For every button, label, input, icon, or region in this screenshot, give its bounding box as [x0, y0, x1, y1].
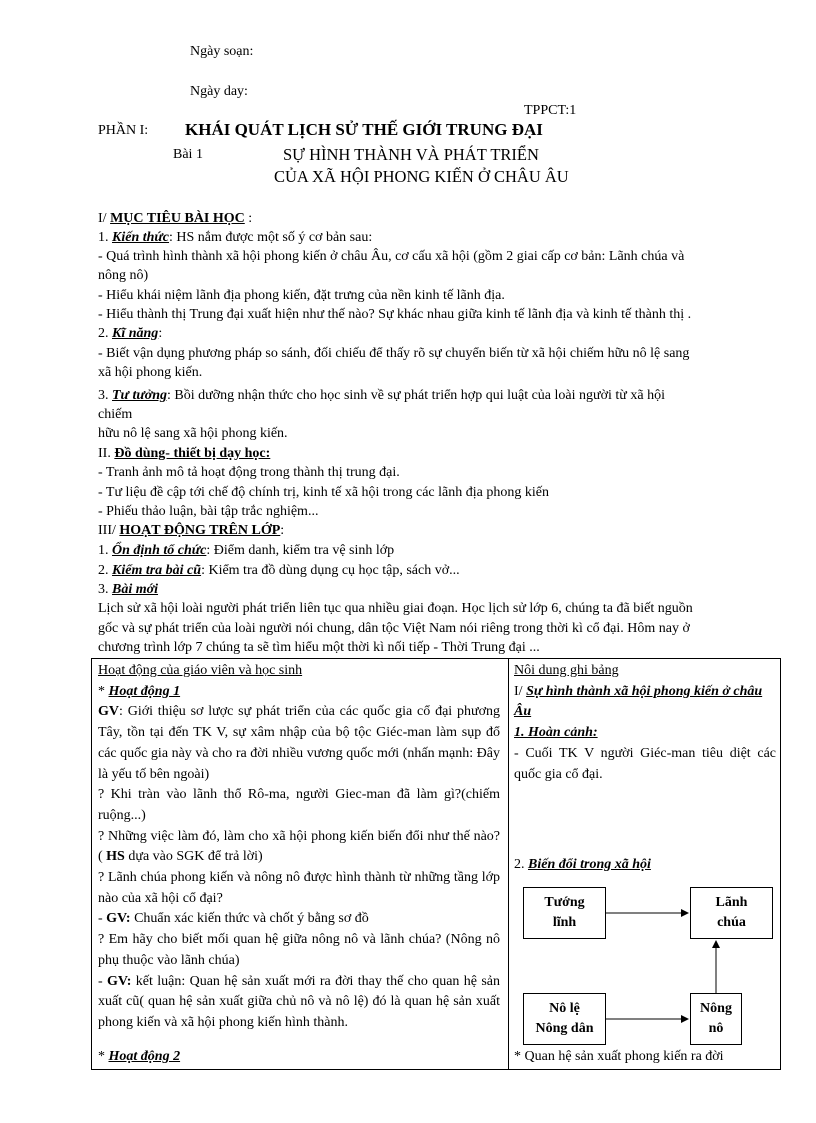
quan-he-san-xuat-text: * Quan hệ sản xuất phong kiến ra đời: [514, 1049, 724, 1064]
bien-doi-heading: 2. Biến đổi trong xã hội: [514, 857, 651, 872]
gv-intro-paragraph: GV: Giới thiệu sơ lược sự phát triển của các quốc gia cổ đại phương Tây, tồn tại đến TK V, sự xâm nhập của bộ tộc Giéc-man làm sụp đổ các quốc gia này và cho ra đời nhiều vương quốc mới (nhấn mạnh: Đây là yếu tố bên ngoài): [98, 704, 500, 782]
bai-title-line2: CỦA XÃ HỘI PHONG KIẾN Ở CHÂU ÂU: [274, 167, 569, 186]
tppct-label: TPPCT:1: [524, 103, 577, 118]
hoat-dong-2-line: * Hoạt động 2: [98, 1049, 181, 1064]
question-3: ? Lãnh chúa phong kiến và nông nô được hình thành từ những tầng lớp nào của xã hội cổ đại?: [98, 870, 500, 906]
kien-thuc-line: 1. Kiến thức: HS nắm được một số ý cơ bản sau:: [98, 230, 373, 245]
gv-conclusion-1: - GV: Chuẩn xác kiến thức và chốt ý bằng sơ đồ: [98, 911, 369, 927]
diagram-box-lanh-chua: Lãnh chúa: [690, 887, 773, 939]
intro-line: gốc và sự phát triển của loài người nói chung, dân tộc Việt Nam nói riêng trong thời kì cổ đại. Hôm nay ở: [98, 621, 690, 636]
question-2: ? Những việc làm đó, làm cho xã hội phong kiến biến đổi như thế nào?( HS dựa vào SGK để trả lời): [98, 828, 500, 865]
question-4: ? Em hãy cho biết mối quan hệ giữa nông nô và lãnh chúa? (Nông nô phụ thuộc vào lãnh chúa): [98, 932, 500, 968]
bai-moi-line: 3. Bài mới: [98, 582, 159, 597]
k1-item: - Hiểu khái niệm lãnh địa phong kiến, đặt trưng của nền kinh tế lãnh địa.: [98, 288, 505, 303]
hoan-canh-heading: 1. Hoàn cảnh:: [514, 725, 598, 741]
kiem-tra-line: 2. Kiểm tra bài cũ: Kiểm tra đồ dùng dụng cụ học tập, sách vở...: [98, 563, 460, 578]
k2-item: - Biết vận dụng phương pháp so sánh, đối chiếu để thấy rõ sự chuyển biến từ xã hội chiếm hữu nô lệ sang: [98, 346, 690, 361]
diagram-arrows: [92, 659, 780, 1069]
diagram-box-nong-no: Nông nô: [690, 993, 742, 1045]
left-column-header: Hoạt động của giáo viên và học sinh: [98, 663, 303, 678]
bai-label: Bài 1: [173, 147, 203, 162]
ngay-soan-label: Ngày soạn:: [190, 44, 254, 59]
phan-title: KHÁI QUÁT LỊCH SỬ THẾ GIỚI TRUNG ĐẠI: [185, 120, 543, 139]
question-1: ? Khi tràn vào lãnh thổ Rô-ma, người Giec-man đã làm gì?(chiếm ruộng...): [98, 787, 500, 823]
bai-title-line1: SỰ HÌNH THÀNH VÀ PHÁT TRIỂN: [283, 145, 539, 164]
right-column-header: Nôi dung ghi bảng: [514, 663, 619, 678]
k1-item: nông nô): [98, 268, 149, 283]
section2-heading: II. Đồ dùng- thiết bị dạy học:: [98, 446, 271, 461]
section2-item: - Tư liệu đề cập tới chế độ chính trị, kinh tế xã hội trong các lãnh địa phong kiến: [98, 485, 549, 500]
ki-nang-line: 2. Kĩ năng:: [98, 326, 163, 341]
k2-item: xã hội phong kiến.: [98, 365, 203, 380]
diagram-box-tuong-linh: Tướng lĩnh: [523, 887, 606, 939]
hoat-dong-1-label: Hoạt động 1: [108, 683, 181, 699]
section2-item: - Phiếu thảo luận, bài tập trắc nghiệm...: [98, 504, 319, 519]
lesson-table: [91, 658, 781, 1070]
tu-tuong-line: 3. Tư tưởng: Bồi dưỡng nhận thức cho học sinh về sự phát triển hợp qui luật của loài người từ xã hội: [98, 388, 665, 403]
on-dinh-line: 1. Ổn định tổ chức: Điểm danh, kiểm tra vệ sinh lớp: [98, 543, 395, 558]
gv-conclusion-2: - GV: kết luận: Quan hệ sản xuất mới ra đời thay thế cho quan hệ sản xuất cũ( quan hệ sản xuất giữa chủ nô và nô lệ) đó là quan hệ sản xuất phong kiến và xã hội phong kiến hình thành.: [98, 973, 501, 1030]
intro-line: chương trình lớp 7 chúng ta sẽ tìm hiểu một thời kì nối tiếp - Thời Trung đại ...: [98, 640, 540, 655]
hoan-canh-text: - Cuối TK V người Giéc-man tiêu diệt các quốc gia cổ đại.: [514, 745, 776, 782]
phan-label: PHẦN I:: [98, 123, 149, 138]
diagram-box-no-le-nong-dan: Nô lệ Nông dân: [523, 993, 606, 1045]
k3-item: chiếm: [98, 407, 133, 422]
k3-item: hữu nô lệ sang xã hội phong kiến.: [98, 426, 288, 441]
section2-item: - Tranh ảnh mô tả hoạt động trong thành thị trung đại.: [98, 465, 400, 480]
right-section-heading: I/ Sự hình thành xã hội phong kiến ở châu Âu: [514, 683, 763, 720]
section3-heading: III/ HOẠT ĐỘNG TRÊN LỚP:: [98, 523, 285, 538]
k1-item: - Quá trình hình thành xã hội phong kiến ở châu Âu, cơ cấu xã hội (gồm 2 giai cấp cơ bản: Lãnh chúa và: [98, 249, 685, 264]
section1-heading: I/ MỤC TIÊU BÀI HỌC :: [98, 211, 253, 226]
intro-line: Lịch sử xã hội loài người phát triển liên tục qua nhiều giai đoạn. Học lịch sử lớp 6, chúng ta đã biết nguồn: [98, 601, 693, 616]
ngay-day-label: Ngày day:: [190, 84, 248, 99]
k1-item: - Hiểu thành thị Trung đại xuất hiện như thế nào? Sự khác nhau giữa kinh tế lãnh địa và kinh tế thành thị .: [98, 307, 692, 322]
teacher-student-column: Hoạt động của giáo viên và học sinh * Hoạt động 1 GV: Giới thiệu sơ lược sự phát triển của các quốc gia cổ đại phương Tây, tồn tại đến TK V, sự xâm nhập của bộ tộc Giéc-man làm sụp đổ các quốc gia này và cho ra đời nhiều vương quốc mới (nhấn mạnh: Đây là yếu tố bên ngoài) ? Khi tràn vào lãnh thổ Rô-ma, người Giec-man đã làm gì?(chiếm ruộng...) ? Những việc làm đó, làm cho xã hội phong kiến biến đổi như thế nào?( HS dựa vào SGK để trả lời) ? Lãnh chúa phong kiến và nông nô được hình thành từ những tầng lớp nào của xã hội cổ đại? - GV: Chuẩn xác kiến thức và chốt ý bằng sơ đồ ? Em hãy cho biết mối quan hệ giữa nông nô và lãnh chúa? (Nông nô phụ thuộc vào lãnh chúa) - GV: kết luận: Quan hệ sản xuất mới ra đời thay thế cho quan hệ sản xuất cũ( quan hệ sản xuất giữa chủ nô và nô lệ) đó là quan hệ sản xuất phong kiến và xã hội phong kiến hình thành.: [98, 661, 500, 1034]
